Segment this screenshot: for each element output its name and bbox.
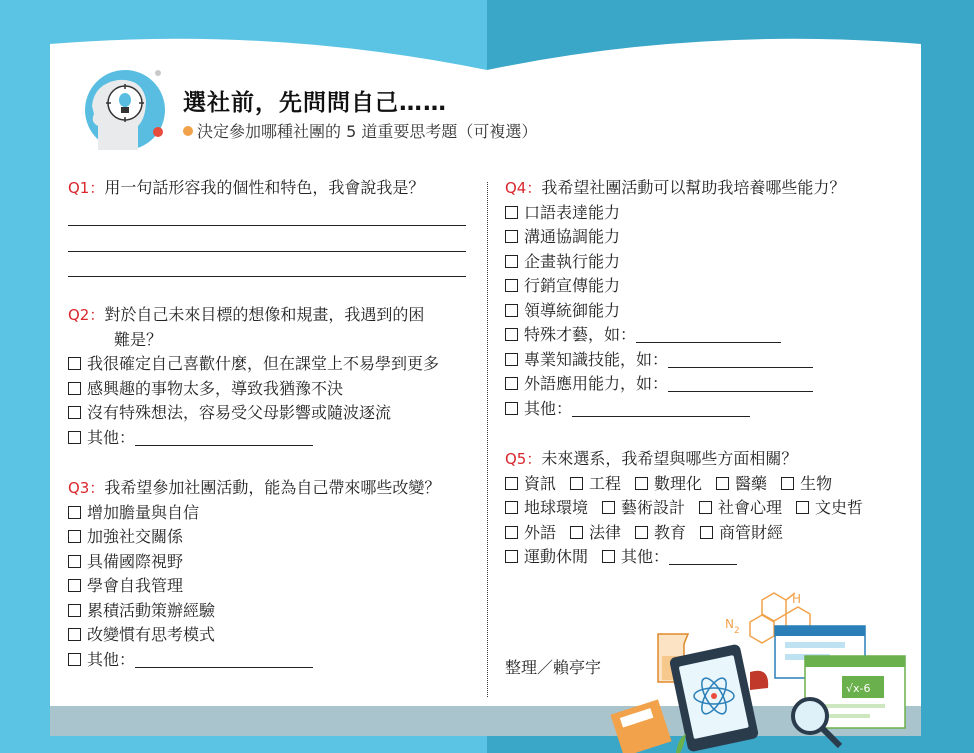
q5-option[interactable]: 商管財經 xyxy=(700,521,783,546)
checkbox[interactable] xyxy=(68,530,81,543)
checkbox[interactable] xyxy=(68,604,81,617)
q4-option-fill[interactable]: 外語應用能力，如： xyxy=(505,372,915,397)
q2-heading xyxy=(68,303,478,328)
q5-option[interactable]: 社會心理 xyxy=(699,496,782,521)
nitrogen-label: N xyxy=(725,617,734,631)
q3-number: Q3： xyxy=(68,479,105,497)
q4-option-other[interactable]: 其他： xyxy=(505,397,915,422)
q1-text: 用一句話形容我的個性和特色，我會說我是？ xyxy=(104,178,425,197)
q3-option[interactable]: 學會自我管理 xyxy=(68,574,478,599)
q5-text: 未來選系，我希望與哪些方面相關？ xyxy=(541,449,798,468)
q5-option[interactable]: 醫藥 xyxy=(716,472,767,497)
bullet-dot-icon xyxy=(183,126,193,136)
q5-row xyxy=(505,521,915,546)
checkbox[interactable] xyxy=(68,506,81,519)
q4-option[interactable]: 企畫執行能力 xyxy=(505,250,915,275)
checkbox[interactable] xyxy=(700,526,713,539)
q3-option[interactable]: 累積活動策辦經驗 xyxy=(68,599,478,624)
q4-option[interactable]: 行銷宣傳能力 xyxy=(505,274,915,299)
checkbox[interactable] xyxy=(68,653,81,666)
q4-text: 我希望社團活動可以幫助我培養哪些能力？ xyxy=(541,178,846,197)
q1-heading xyxy=(68,176,478,201)
checkbox[interactable] xyxy=(68,382,81,395)
lightbulb-head-icon xyxy=(80,70,166,150)
q4-option-fill[interactable]: 專業知識技能，如： xyxy=(505,348,915,373)
fill-blank[interactable] xyxy=(572,400,750,417)
fill-blank[interactable] xyxy=(135,429,313,446)
q2-option-other[interactable]: 其他： xyxy=(68,426,478,451)
q4-option[interactable]: 溝通協調能力 xyxy=(505,225,915,250)
q5-heading xyxy=(505,447,915,472)
math-card-text: √x-6 xyxy=(846,682,871,695)
checkbox[interactable] xyxy=(68,579,81,592)
q5-option[interactable]: 數理化 xyxy=(635,472,702,497)
q3-option[interactable]: 增加膽量與自信 xyxy=(68,501,478,526)
q5-number: Q5： xyxy=(505,450,542,468)
checkbox[interactable] xyxy=(505,206,518,219)
q5-option[interactable]: 外語 xyxy=(505,521,556,546)
checkbox[interactable] xyxy=(505,279,518,292)
q1-answer-line[interactable] xyxy=(68,201,466,227)
fill-blank[interactable] xyxy=(668,351,813,368)
q5-option[interactable]: 法律 xyxy=(570,521,621,546)
q5-option[interactable]: 資訊 xyxy=(505,472,556,497)
checkbox[interactable] xyxy=(505,402,518,415)
q3-option[interactable]: 改變慣有思考模式 xyxy=(68,623,478,648)
q2-text-cont: 難是？ xyxy=(114,329,163,349)
q1-answer-line[interactable] xyxy=(68,252,466,278)
checkbox[interactable] xyxy=(68,555,81,568)
checkbox[interactable] xyxy=(68,406,81,419)
checkbox[interactable] xyxy=(68,357,81,370)
checkbox[interactable] xyxy=(699,501,712,514)
q4-option[interactable]: 領導統御能力 xyxy=(505,299,915,324)
q3-text: 我希望參加社團活動，能為自己帶來哪些改變？ xyxy=(104,478,441,497)
checkbox[interactable] xyxy=(570,477,583,490)
flask-icon xyxy=(750,671,768,690)
page-subtitle xyxy=(183,119,537,142)
checkbox[interactable] xyxy=(781,477,794,490)
hydrogen-label: H xyxy=(792,592,802,606)
checkbox[interactable] xyxy=(505,304,518,317)
q2-text: 對於自己未來目標的想像和規畫，我遇到的困 xyxy=(104,305,425,324)
checkbox[interactable] xyxy=(635,526,648,539)
checkbox[interactable] xyxy=(505,501,518,514)
q4-option[interactable]: 口語表達能力 xyxy=(505,201,915,226)
q1-number: Q1： xyxy=(68,179,105,197)
q4-heading xyxy=(505,176,915,201)
q5-option[interactable]: 地球環境 xyxy=(505,496,588,521)
checkbox[interactable] xyxy=(505,477,518,490)
subtitle-text: 決定參加哪種社團的 5 道重要思考題（可複選） xyxy=(197,122,538,141)
science-illustration xyxy=(600,586,922,753)
q3-option-other[interactable]: 其他： xyxy=(68,648,478,673)
tablet-atom-icon xyxy=(669,644,759,753)
left-column xyxy=(68,176,478,672)
checkbox[interactable] xyxy=(505,377,518,390)
q5-option[interactable]: 文史哲 xyxy=(796,496,863,521)
checkbox[interactable] xyxy=(505,230,518,243)
q5-option[interactable]: 運動休閒 xyxy=(505,545,588,570)
q3-option[interactable]: 加強社交關係 xyxy=(68,525,478,550)
q3-heading xyxy=(68,476,478,501)
checkbox[interactable] xyxy=(570,526,583,539)
q5-option[interactable]: 工程 xyxy=(570,472,621,497)
fill-blank[interactable] xyxy=(636,326,781,343)
right-column xyxy=(505,176,915,570)
checkbox[interactable] xyxy=(505,550,518,563)
checkbox[interactable] xyxy=(68,431,81,444)
q4-option-fill[interactable]: 特殊才藝，如： xyxy=(505,323,915,348)
checkbox[interactable] xyxy=(602,550,615,563)
checkbox[interactable] xyxy=(602,501,615,514)
q5-option[interactable]: 教育 xyxy=(635,521,686,546)
leaf-icon xyxy=(676,734,686,753)
q5-row xyxy=(505,496,915,521)
book-icon xyxy=(610,699,671,753)
page-title: 選社前，先問問自己…… xyxy=(183,90,447,116)
checkbox[interactable] xyxy=(635,477,648,490)
q1-answer-line[interactable] xyxy=(68,226,466,252)
credit-text: 整理／賴亭宇 xyxy=(505,658,602,677)
q5-row xyxy=(505,472,915,497)
checkbox[interactable] xyxy=(505,328,518,341)
q3-option[interactable]: 具備國際視野 xyxy=(68,550,478,575)
q5-option-other[interactable]: 其他： xyxy=(602,545,737,570)
checkbox[interactable] xyxy=(505,526,518,539)
checkbox[interactable] xyxy=(68,628,81,641)
checkbox[interactable] xyxy=(505,255,518,268)
q2-option[interactable]: 沒有特殊想法，容易受父母影響或隨波逐流 xyxy=(68,401,478,426)
q2-option[interactable]: 我很確定自己喜歡什麼，但在課堂上不易學到更多 xyxy=(68,352,478,377)
checkbox[interactable] xyxy=(796,501,809,514)
q5-option[interactable]: 生物 xyxy=(781,472,832,497)
checkbox[interactable] xyxy=(716,477,729,490)
q2-number: Q2： xyxy=(68,306,105,324)
fill-blank[interactable] xyxy=(668,375,813,392)
q5-option[interactable]: 藝術設計 xyxy=(602,496,685,521)
q2-option[interactable]: 感興趣的事物太多，導致我猶豫不決 xyxy=(68,377,478,402)
q4-number: Q4： xyxy=(505,179,542,197)
checkbox[interactable] xyxy=(505,353,518,366)
nitrogen-subscript: 2 xyxy=(734,626,740,636)
fill-blank[interactable] xyxy=(669,548,737,565)
column-divider xyxy=(487,182,488,697)
fill-blank[interactable] xyxy=(135,651,313,668)
q5-row xyxy=(505,545,915,570)
